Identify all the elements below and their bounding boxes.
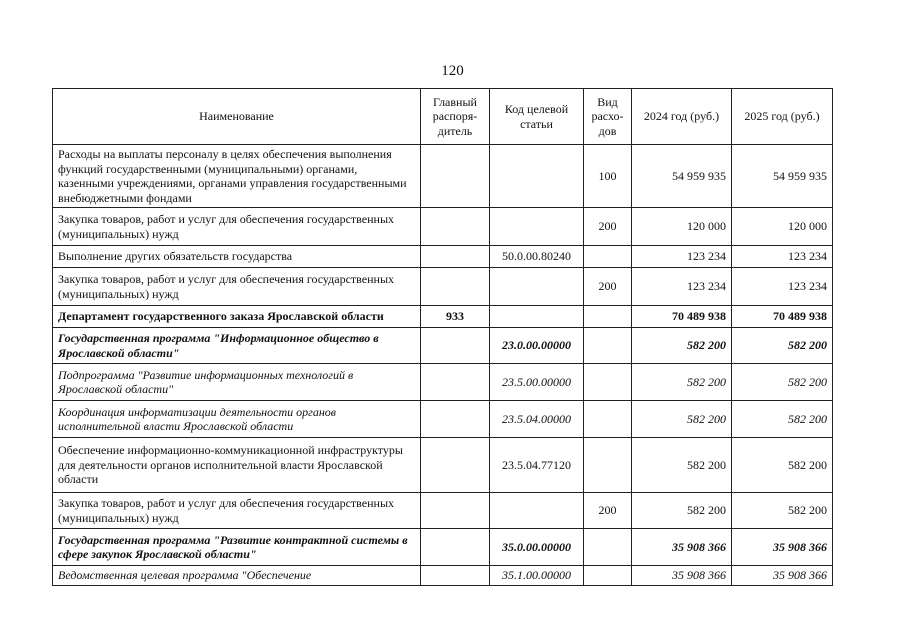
header-2024: 2024 год (руб.) bbox=[632, 89, 732, 145]
cell-type: 200 bbox=[584, 208, 632, 246]
cell-type bbox=[584, 306, 632, 328]
cell-type bbox=[584, 529, 632, 566]
cell-org bbox=[421, 268, 490, 306]
cell-org bbox=[421, 364, 490, 401]
cell-org bbox=[421, 493, 490, 529]
header-name: Наименование bbox=[53, 89, 421, 145]
cell-name: Государственная программа "Информационное общество в Ярославской области" bbox=[53, 328, 421, 364]
cell-y2025: 123 234 bbox=[732, 268, 833, 306]
cell-type bbox=[584, 566, 632, 586]
table-row bbox=[53, 328, 833, 364]
cell-org bbox=[421, 529, 490, 566]
cell-y2025: 582 200 bbox=[732, 401, 833, 438]
cell-code: 35.0.00.00000 bbox=[490, 529, 584, 566]
cell-y2025: 582 200 bbox=[732, 364, 833, 401]
cell-y2025: 582 200 bbox=[732, 493, 833, 529]
header-2025: 2025 год (руб.) bbox=[732, 89, 833, 145]
cell-code: 23.0.00.00000 bbox=[490, 328, 584, 364]
cell-name: Департамент государственного заказа Ярославской области bbox=[53, 306, 421, 328]
cell-org bbox=[421, 401, 490, 438]
cell-code: 35.1.00.00000 bbox=[490, 566, 584, 586]
cell-y2024: 582 200 bbox=[632, 438, 732, 493]
cell-type: 200 bbox=[584, 493, 632, 529]
header-type: Вид расхо-дов bbox=[584, 89, 632, 145]
table-header-row bbox=[53, 89, 833, 145]
cell-code: 50.0.00.80240 bbox=[490, 246, 584, 268]
table-row bbox=[53, 401, 833, 438]
table-row bbox=[53, 145, 833, 208]
page-number: 120 bbox=[441, 63, 464, 79]
cell-name: Обеспечение информационно-коммуникационной инфраструктуры для деятельности органов исполнительной власти Ярославской области bbox=[53, 438, 421, 493]
cell-y2024: 123 234 bbox=[632, 268, 732, 306]
cell-y2024: 120 000 bbox=[632, 208, 732, 246]
table-row bbox=[53, 566, 833, 586]
cell-type bbox=[584, 438, 632, 493]
table-row bbox=[53, 529, 833, 566]
cell-code: 23.5.00.00000 bbox=[490, 364, 584, 401]
cell-y2025: 582 200 bbox=[732, 328, 833, 364]
table-row bbox=[53, 493, 833, 529]
header-code: Код целевой статьи bbox=[490, 89, 584, 145]
cell-org bbox=[421, 328, 490, 364]
cell-name: Государственная программа "Развитие контрактной системы в сфере закупок Ярославской области" bbox=[53, 529, 421, 566]
table-row bbox=[53, 364, 833, 401]
table-row bbox=[53, 246, 833, 268]
cell-y2025: 54 959 935 bbox=[732, 145, 833, 208]
cell-y2024: 582 200 bbox=[632, 401, 732, 438]
table-row bbox=[53, 208, 833, 246]
cell-type bbox=[584, 364, 632, 401]
cell-y2025: 123 234 bbox=[732, 246, 833, 268]
cell-org bbox=[421, 438, 490, 493]
cell-y2024: 582 200 bbox=[632, 328, 732, 364]
cell-code bbox=[490, 493, 584, 529]
cell-name: Закупка товаров, работ и услуг для обеспечения государственных (муниципальных) нужд bbox=[53, 268, 421, 306]
cell-type bbox=[584, 246, 632, 268]
cell-org bbox=[421, 566, 490, 586]
cell-name: Закупка товаров, работ и услуг для обеспечения государственных (муниципальных) нужд bbox=[53, 493, 421, 529]
cell-code bbox=[490, 208, 584, 246]
cell-type: 100 bbox=[584, 145, 632, 208]
cell-org bbox=[421, 246, 490, 268]
cell-y2024: 70 489 938 bbox=[632, 306, 732, 328]
cell-name: Ведомственная целевая программа "Обеспечение bbox=[53, 566, 421, 586]
cell-code bbox=[490, 145, 584, 208]
cell-org bbox=[421, 145, 490, 208]
cell-name: Расходы на выплаты персоналу в целях обеспечения выполнения функций государственными (муниципальными) органами, казенными учреждениями, органами управления государственными внебюджетными фондами bbox=[53, 145, 421, 208]
cell-org bbox=[421, 208, 490, 246]
cell-type bbox=[584, 328, 632, 364]
cell-y2024: 582 200 bbox=[632, 364, 732, 401]
cell-type: 200 bbox=[584, 268, 632, 306]
cell-name: Закупка товаров, работ и услуг для обеспечения государственных (муниципальных) нужд bbox=[53, 208, 421, 246]
cell-y2025: 582 200 bbox=[732, 438, 833, 493]
table-row bbox=[53, 438, 833, 493]
table-row bbox=[53, 306, 833, 328]
cell-y2025: 35 908 366 bbox=[732, 529, 833, 566]
cell-org: 933 bbox=[421, 306, 490, 328]
cell-code: 23.5.04.77120 bbox=[490, 438, 584, 493]
cell-y2024: 35 908 366 bbox=[632, 529, 732, 566]
cell-code bbox=[490, 306, 584, 328]
cell-name: Выполнение других обязательств государства bbox=[53, 246, 421, 268]
cell-y2024: 123 234 bbox=[632, 246, 732, 268]
cell-name: Координация информатизации деятельности органов исполнительной власти Ярославской области bbox=[53, 401, 421, 438]
cell-y2024: 35 908 366 bbox=[632, 566, 732, 586]
cell-code: 23.5.04.00000 bbox=[490, 401, 584, 438]
cell-y2024: 582 200 bbox=[632, 493, 732, 529]
cell-y2024: 54 959 935 bbox=[632, 145, 732, 208]
cell-y2025: 70 489 938 bbox=[732, 306, 833, 328]
cell-code bbox=[490, 268, 584, 306]
cell-y2025: 35 908 366 bbox=[732, 566, 833, 586]
cell-name: Подпрограмма "Развитие информационных технологий в Ярославской области" bbox=[53, 364, 421, 401]
table-row bbox=[53, 268, 833, 306]
cell-type bbox=[584, 401, 632, 438]
header-org: Главный распоря-дитель bbox=[421, 89, 490, 145]
budget-table bbox=[52, 88, 833, 586]
cell-y2025: 120 000 bbox=[732, 208, 833, 246]
